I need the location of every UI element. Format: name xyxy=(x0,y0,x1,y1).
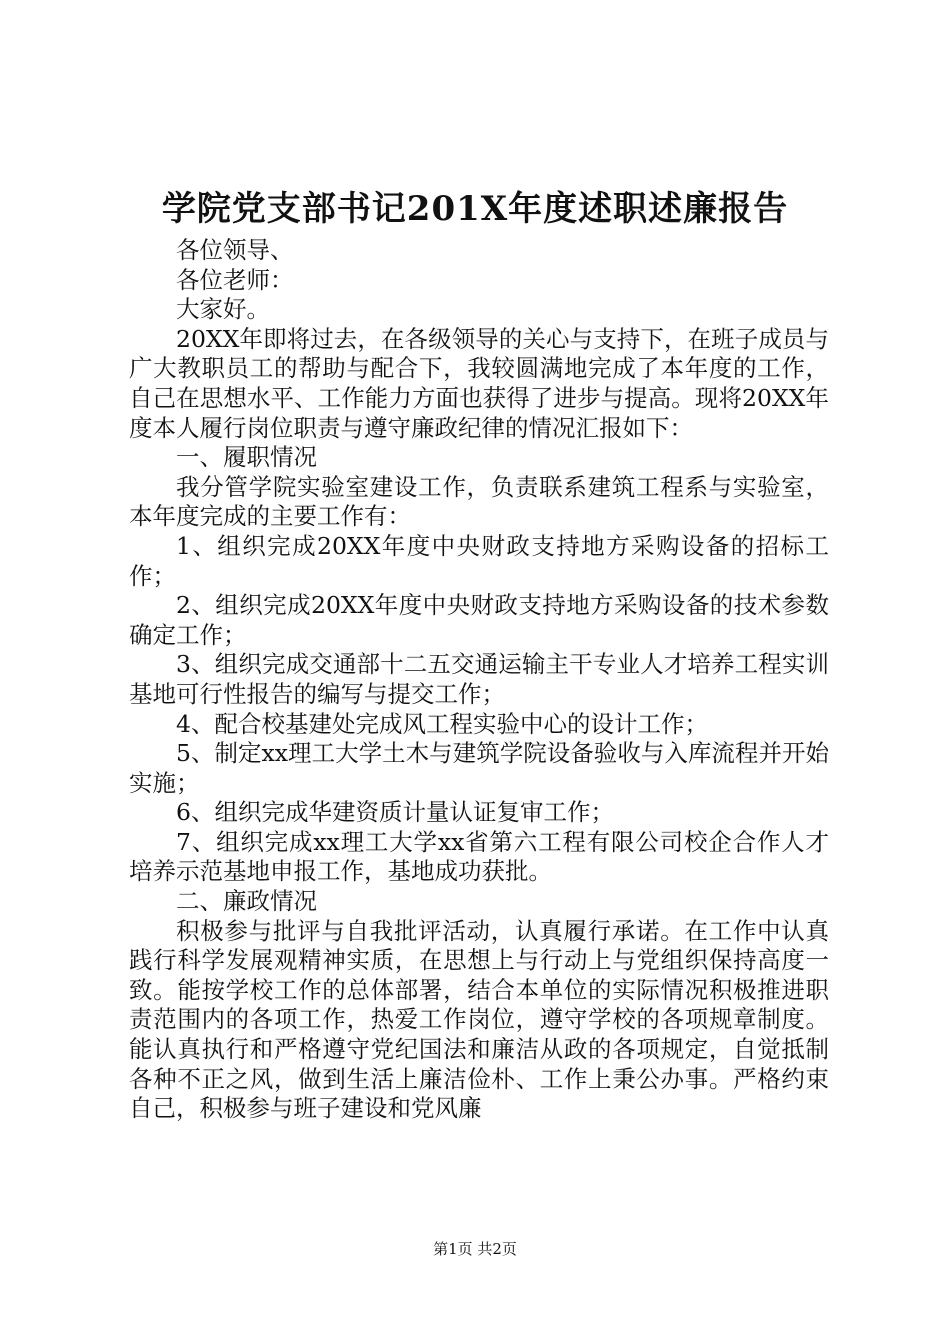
section-heading-duties: 一、履职情况 xyxy=(176,443,317,472)
integrity-paragraph: 积极参与批评与自我批评活动，认真履行承诺。在工作中认真践行科学发展观精神实质，在思想上与行动上与党组织保持高度一致。能按学校工作的总体部署，结合本单位的实际情况积极推进职责范围内的各项工作，热爱工作岗位，遵守学校的各项规章制度。能认真执行和严格遵守党纪国法和廉洁从政的各项规定，自觉抵制各种不正之风，做到生活上廉洁俭朴、工作上秉公办事。严格约束自己，积极参与班子建设和党风廉 xyxy=(129,916,829,1123)
document-title: 学院党支部书记201X年度述职述廉报告 xyxy=(161,189,789,229)
salutation-leaders: 各位领导、 xyxy=(176,236,294,264)
list-item: 6、组织完成华建资质计量认证复审工作； xyxy=(176,798,614,827)
intro-paragraph: 20XX年即将过去，在各级领导的关心与支持下，在班子成员与广大教职员工的帮助与配合下，我较圆满地完成了本年度的工作，自己在思想水平、工作能力方面也获得了进步与提高。现将20XX年度本人履行岗位职责与遵守廉政纪律的情况汇报如下： xyxy=(129,324,829,442)
list-item: 5、制定xx理工大学土木与建筑学院设备验收与入库流程并开始实施； xyxy=(129,739,829,797)
page-footer: 第1页 共2页 xyxy=(433,1240,517,1258)
list-item: 2、组织完成20XX年度中央财政支持地方采购设备的技术参数确定工作； xyxy=(129,591,829,649)
duties-intro-paragraph: 我分管学院实验室建设工作，负责联系建筑工程系与实验室，本年度完成的主要工作有： xyxy=(129,472,829,531)
greeting: 大家好。 xyxy=(176,295,270,324)
list-item: 7、组织完成xx理工大学xx省第六工程有限公司校企合作人才培养示范基地申报工作，基地成功获批。 xyxy=(129,827,829,886)
list-item: 4、配合校基建处完成风工程实验中心的设计工作； xyxy=(176,709,708,738)
section-heading-integrity: 二、廉政情况 xyxy=(176,887,317,916)
salutation-teachers: 各位老师： xyxy=(176,265,294,294)
document-body xyxy=(129,236,829,1124)
list-item: 1、组织完成20XX年度中央财政支持地方采购设备的招标工作； xyxy=(129,531,829,590)
list-item: 3、组织完成交通部十二五交通运输主干专业人才培养工程实训基地可行性报告的编写与提交工作； xyxy=(129,650,829,708)
